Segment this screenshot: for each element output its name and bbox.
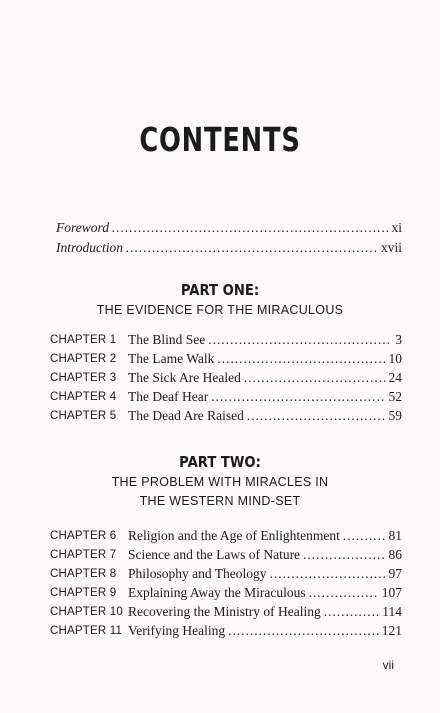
toc-chapter-7 [50,547,402,565]
chapter-title: Science and the Laws of Nature [128,547,301,562]
chapter-label: CHAPTER 6 [50,530,117,542]
toc-chapter-6 [50,528,402,546]
toc-chapter-1 [50,332,402,350]
dot-leader [211,389,385,405]
chapter-title: The Dead Are Raised [128,408,244,423]
chapter-page-number: 52 [388,389,402,404]
dot-leader [244,370,386,386]
toc-entry-introduction [56,240,402,256]
toc-chapter-2 [50,351,402,369]
dot-leader [247,408,386,424]
chapter-title: Recovering the Ministry of Healing [128,604,321,619]
entry-title: Introduction [56,240,123,255]
chapter-page-number: 107 [381,585,402,600]
chapter-label: CHAPTER 2 [50,353,117,365]
chapter-title: Verifying Healing [128,623,226,638]
chapter-page-number: 121 [381,623,402,638]
toc-chapter-4 [50,389,402,407]
chapter-page-number: 97 [388,566,402,581]
dot-leader [228,623,379,639]
chapter-page-number: 81 [388,528,402,543]
part-one-subtitle: THE EVIDENCE FOR THE MIRACULOUS [96,303,344,317]
dot-leader [270,566,386,582]
entry-page-number: xvii [380,240,402,255]
chapter-page-number: 10 [388,351,402,366]
dot-leader [324,604,380,620]
dot-leader [309,585,379,601]
chapter-label: CHAPTER 11 [50,625,123,637]
dot-leader [343,528,386,544]
toc-chapter-3 [50,370,402,388]
chapter-title: Religion and the Age of Enlightenment [128,528,340,543]
page-title: CONTENTS [139,120,301,159]
chapter-label: CHAPTER 1 [50,334,117,346]
part-two-subtitle-line-2: THE WESTERN MIND-SET [139,494,301,508]
toc-chapter-11 [50,623,402,641]
part-two-subtitle-line-1: THE PROBLEM WITH MIRACLES IN [111,475,329,489]
dot-leader [126,240,378,256]
chapter-page-number: 86 [388,547,402,562]
chapter-label: CHAPTER 8 [50,568,117,580]
chapter-page-number: 3 [395,332,402,347]
chapter-label: CHAPTER 10 [50,606,123,618]
entry-page-number: xi [391,220,402,235]
chapter-title: The Lame Walk [128,351,215,366]
entry-title: Foreword [56,220,109,235]
toc-chapter-10 [50,604,402,622]
chapter-label: CHAPTER 4 [50,391,117,403]
dot-leader [217,351,385,367]
chapter-title: The Deaf Hear [128,389,209,404]
dot-leader [303,547,385,563]
toc-entry-foreword [56,220,402,236]
chapter-page-number: 59 [388,408,402,423]
chapter-label: CHAPTER 7 [50,549,117,561]
chapter-page-number: 114 [382,604,402,619]
chapter-page-number: 24 [388,370,402,385]
part-two-heading: PART TWO: [179,453,261,471]
chapter-title: Explaining Away the Miraculous [128,585,306,600]
page-folio: vii [382,658,394,672]
part-one-heading: PART ONE: [180,281,260,299]
chapter-label: CHAPTER 9 [50,587,117,599]
toc-chapter-5 [50,408,402,426]
dot-leader [112,220,388,236]
chapter-title: The Blind See [128,332,206,347]
toc-chapter-8 [50,566,402,584]
chapter-label: CHAPTER 5 [50,410,117,422]
chapter-label: CHAPTER 3 [50,372,117,384]
toc-chapter-9 [50,585,402,603]
chapter-title: The Sick Are Healed [128,370,241,385]
chapter-title: Philosophy and Theology [128,566,267,581]
dot-leader [208,332,392,348]
